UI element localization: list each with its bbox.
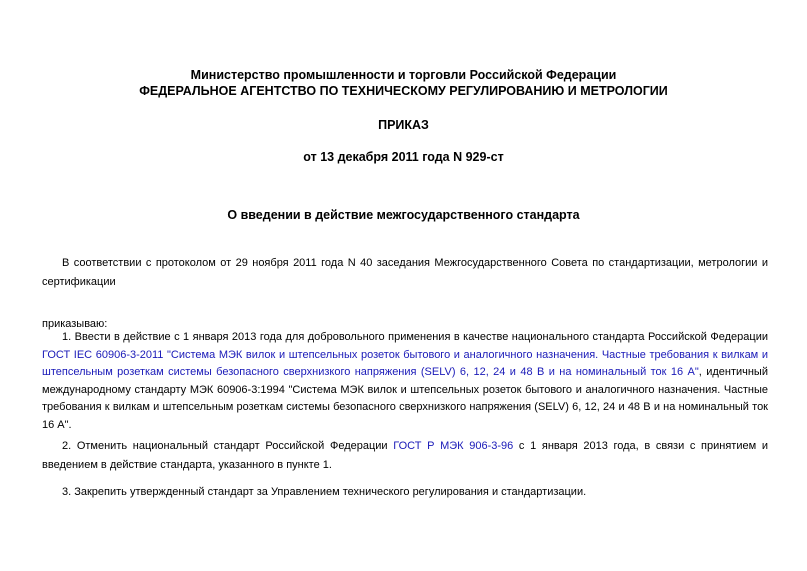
item-1 bbox=[42, 329, 768, 434]
document-subject: О введении в действие межгосударственного стандарта bbox=[227, 208, 580, 222]
preamble: В соответствии с протоколом от 29 ноября 2011 года N 40 заседания Межгосударственного Совета по стандартизации, метрологии и сертификации bbox=[42, 257, 768, 288]
document-type: ПРИКАЗ bbox=[378, 118, 429, 132]
item-2-text-before: 2. Отменить национальный стандарт Российской Федерации bbox=[62, 440, 394, 452]
item-2-text-after: с 1 января 2013 года, в связи с принятием и введением в действие стандарта, указанного в пункте 1. bbox=[42, 440, 768, 471]
gost-iec-60906-3-2011-link[interactable]: ГОСТ IEC 60906-3-2011 "Система МЭК вилок и штепсельных розеток бытового и аналогичного назначения. Частные требования к вилкам и штепсельным розеткам системы безопасного сверхнизкого напряжения (SELV) 6, 12, 24 и 48 В и на номинальный ток 16 А" bbox=[42, 348, 768, 378]
item-2 bbox=[42, 437, 768, 475]
agency-title: ФЕДЕРАЛЬНОЕ АГЕНТСТВО ПО ТЕХНИЧЕСКОМУ РЕГУЛИРОВАНИЮ И МЕТРОЛОГИИ bbox=[139, 84, 668, 98]
order-word: приказываю: bbox=[42, 318, 108, 330]
item-3: 3. Закрепить утвержденный стандарт за Управлением технического регулирования и стандартизации. bbox=[62, 486, 587, 498]
ministry-title: Министерство промышленности и торговли Российской Федерации bbox=[190, 68, 617, 82]
item-1-text-before: 1. Ввести в действие с 1 января 2013 года для добровольного применения в качестве национального стандарта Российской Федерации bbox=[62, 331, 768, 343]
gost-r-mek-906-3-96-link[interactable]: ГОСТ Р МЭК 906-3-96 bbox=[393, 440, 514, 452]
item-1-text-after: , идентичный международному стандарту МЭК 60906-3:1994 "Система МЭК вилок и штепсельных розеток бытового и аналогичного назначения. Частные требования к вилкам и штепсельным розеткам системы безопасного сверхнизкого напряжения (SELV) 6, 12, 24 и 48 В и на номинальный ток 16 А". bbox=[42, 366, 768, 431]
document-date: от 13 декабря 2011 года N 929-ст bbox=[303, 150, 504, 164]
